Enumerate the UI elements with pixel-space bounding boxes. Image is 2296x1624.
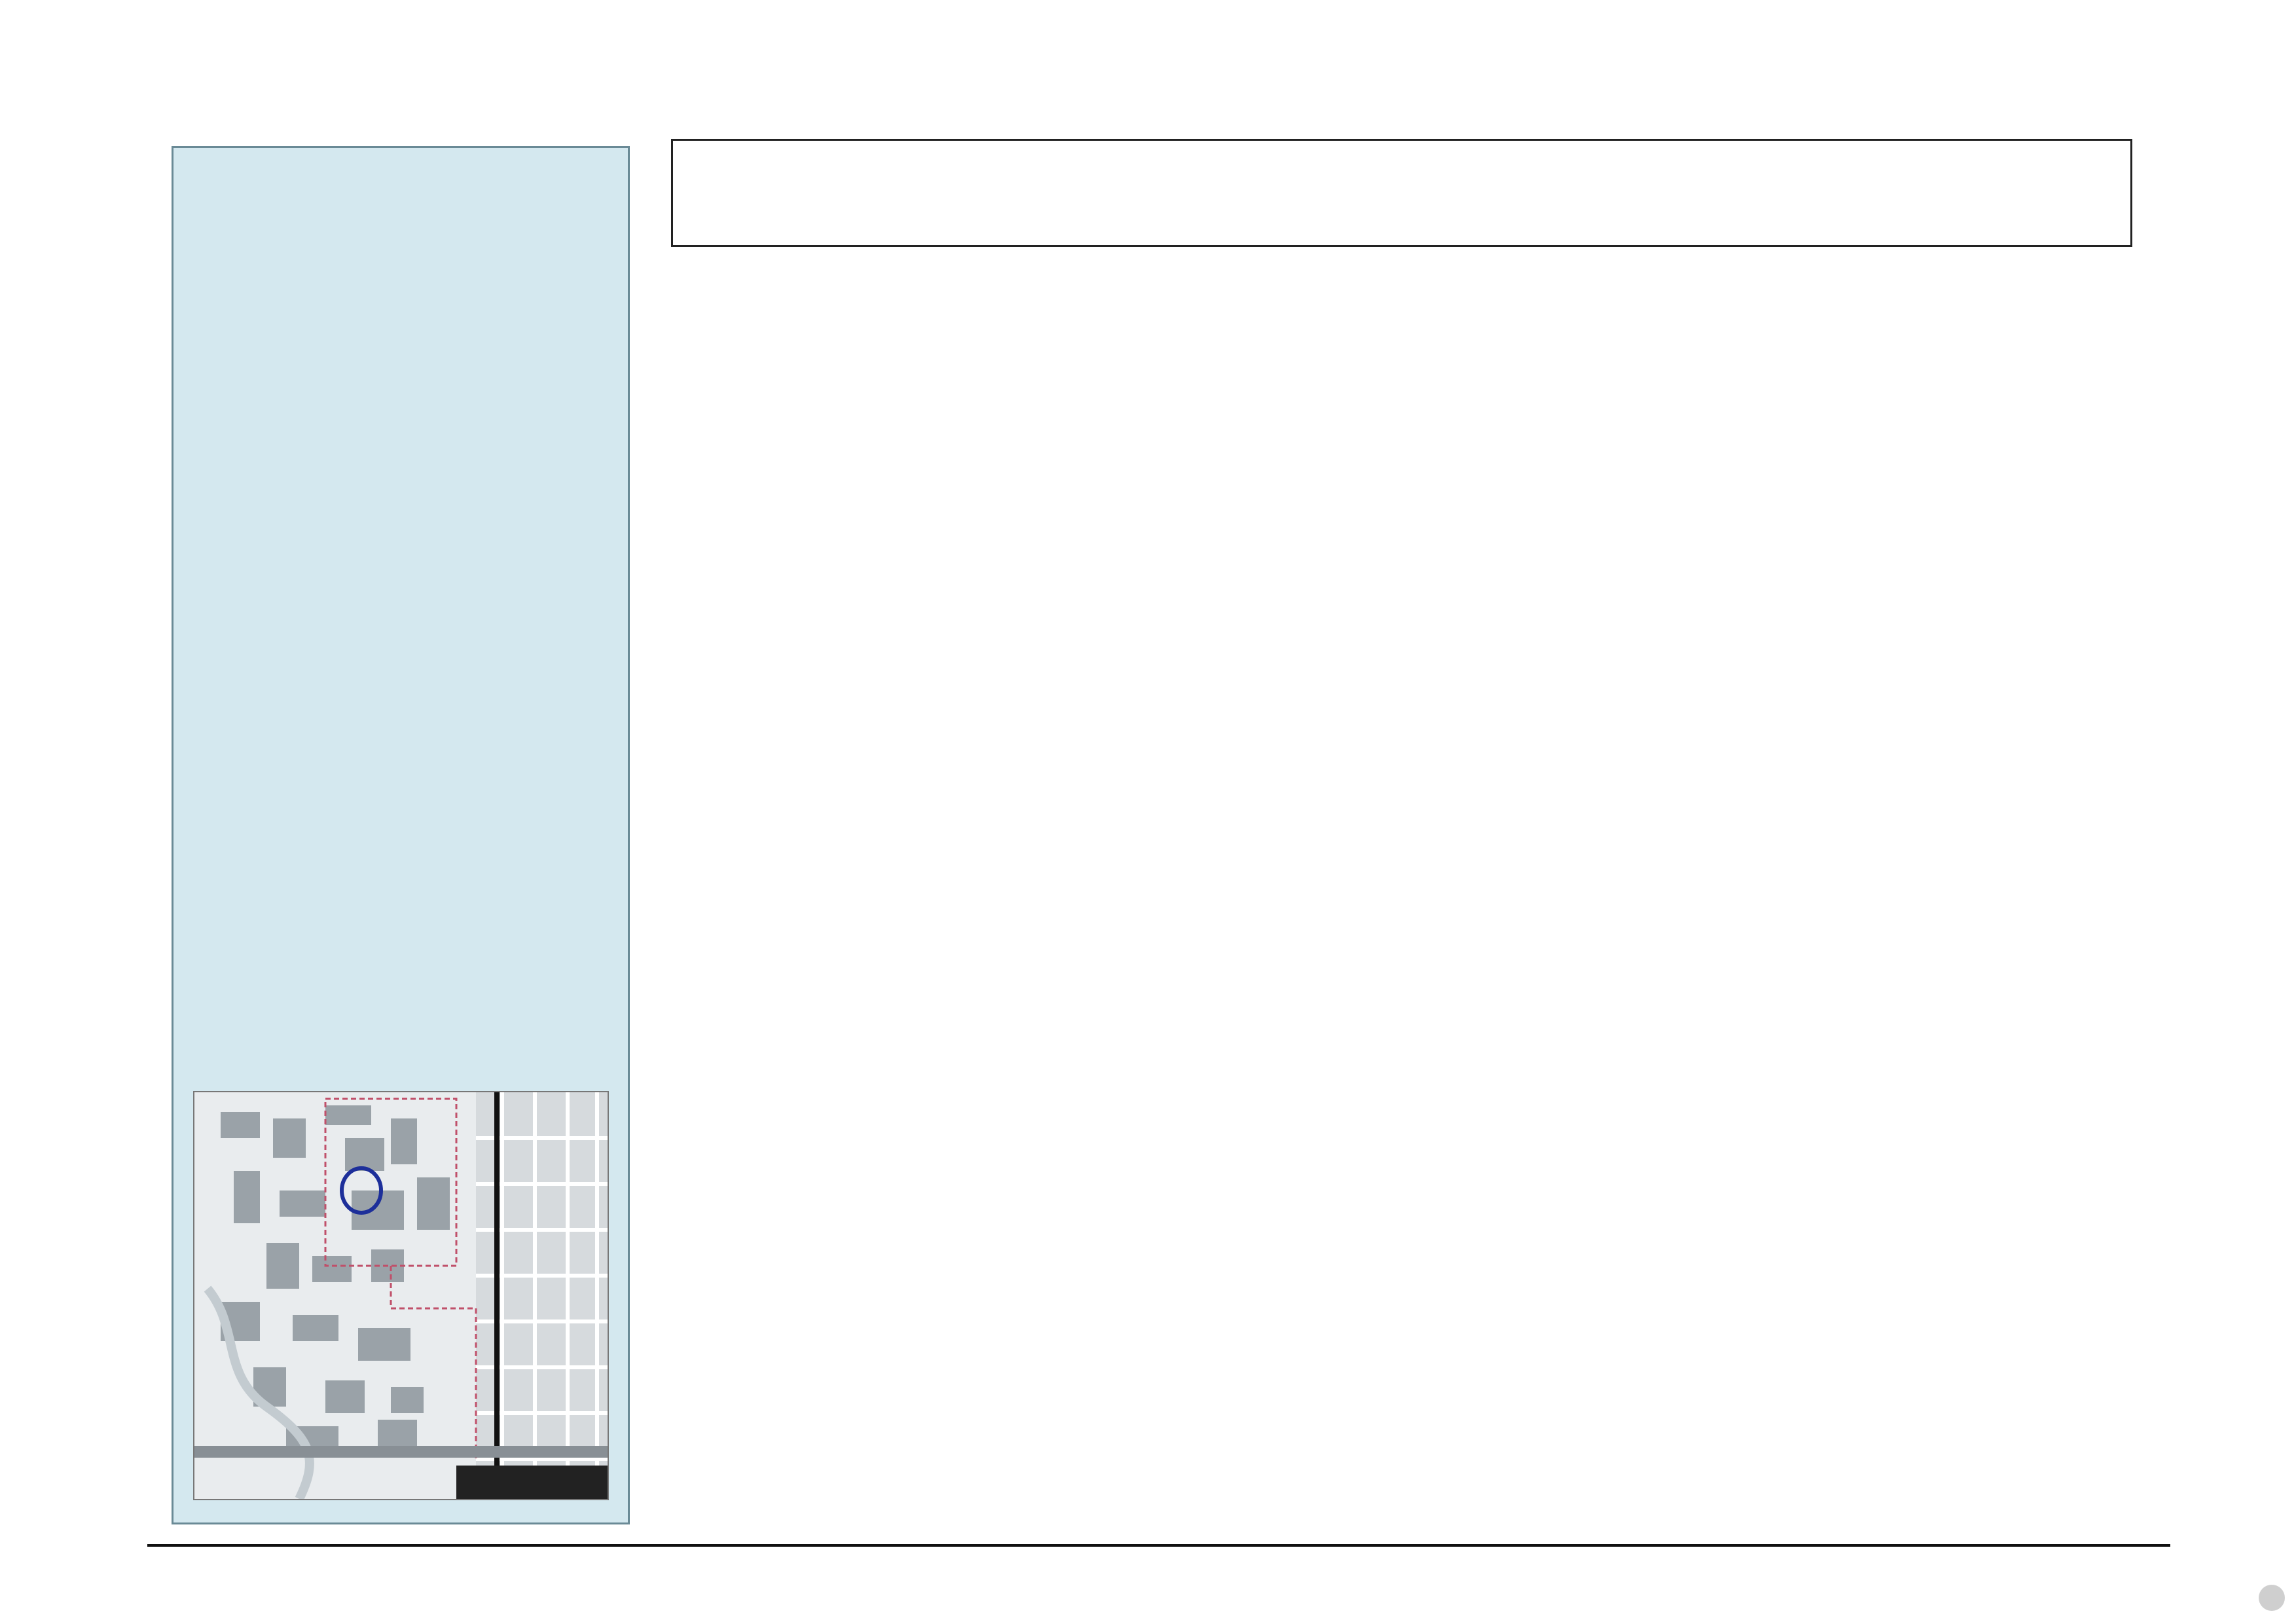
article-headline-box	[671, 139, 2132, 247]
memorial-announcement-box	[172, 146, 630, 1524]
campus-map-graphic	[194, 1092, 608, 1499]
campus-map	[193, 1091, 609, 1500]
article-author-name	[1735, 178, 1774, 226]
announcement-author	[272, 416, 291, 456]
railway-line	[194, 1446, 608, 1458]
corner-seal-icon	[2259, 1585, 2285, 1611]
bottom-rule	[147, 1544, 2170, 1547]
station-box	[456, 1466, 608, 1499]
